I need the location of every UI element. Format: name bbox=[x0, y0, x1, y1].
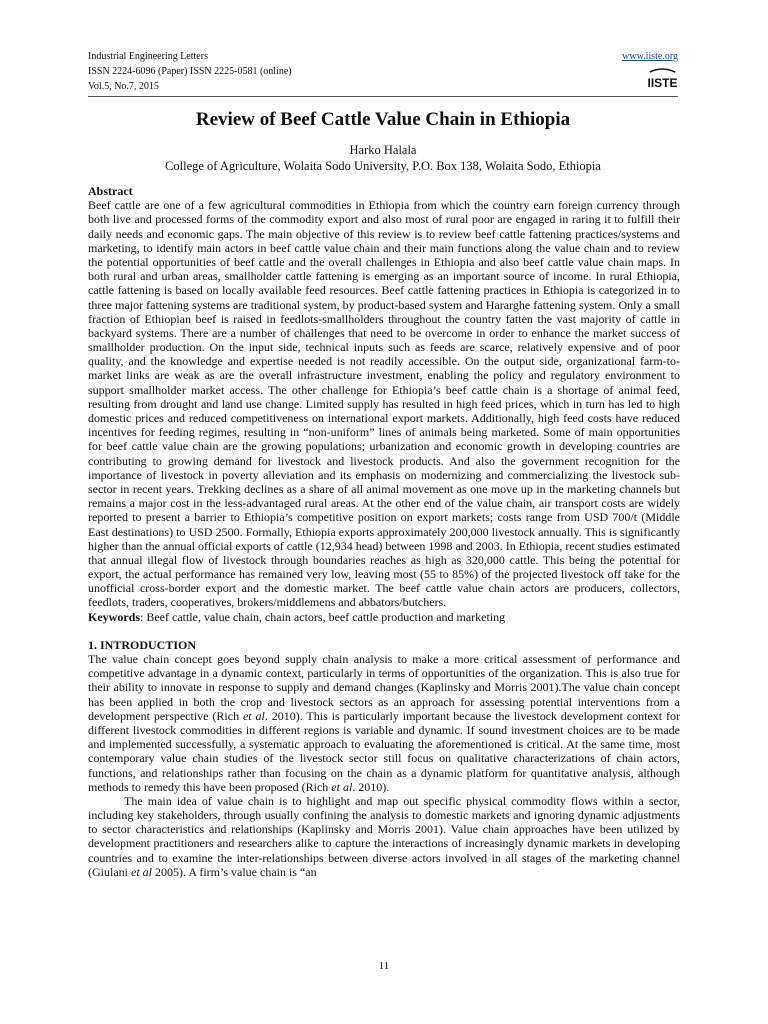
journal-links bbox=[568, 49, 678, 64]
journal-name: Industrial Engineering Letters bbox=[88, 51, 208, 62]
intro-p1-part-a: The value chain concept goes beyond supply chain analysis to make a more critical assessment of performance and competitive advantage in a dynamic context, particularly in terms of opportunities of the organization. This is also true for their ability to innovate in response to supply and demand changes (Kaplinsky and Morris 2001).The value chain concept has been applied in both the crop and livestock sectors as an approach for assessing potential interventions from a development perspective (Rich bbox=[88, 652, 680, 723]
abstract-heading: Abstract bbox=[88, 184, 133, 198]
header-divider bbox=[88, 96, 678, 97]
intro-p1-part-c: . 2010). bbox=[352, 779, 390, 794]
journal-header bbox=[88, 49, 678, 95]
section-gap bbox=[88, 624, 680, 638]
intro-p1-part-b: . 2010). This is particularly important because the livestock development context for different livestock commodities in different regions is variable and dynamic. If sound investment choices are to be made and implemented successfully, a systematic approach to evaluating the aforementioned is critical. At the same time, most contemporary value chain studies of the livestock sector still focus on qualitative characterizations of chain actors, functions, and relationships rather than focusing on the chain as a dynamic platform for quantitative analysis, although methods to remedy this have been proposed (Rich bbox=[88, 708, 681, 794]
introduction-paragraph-1 bbox=[88, 652, 680, 794]
introduction-heading: 1. INTRODUCTION bbox=[88, 637, 197, 652]
iiste-logo-icon bbox=[647, 68, 678, 90]
keywords-line bbox=[88, 610, 680, 624]
intro-p2-part-b: 2005). A firm’s value chain is “an bbox=[152, 864, 317, 879]
svg-text:IISTE: IISTE bbox=[647, 76, 678, 90]
intro-p2-etal: et al bbox=[131, 864, 152, 879]
abstract-text: Beef cattle are one of a few agricultural commodities in Ethiopia from which the country earn foreign currency through both live and processed forms of the commodity export and also most of rural poor are engaged in raring it to fulfill their daily needs and economic gaps. The main objective of this review is to review beef cattle fattening practices/systems and marketing, to identify main actors in beef cattle value chain and their main functions along the value chain and to review the potential opportunities of beef cattle and the overall challenges in Ethiopia and also beef cattle value chain maps. In both rural and urban areas, smallholder cattle fattening is emerging as an important source of income. In rural Ethiopia, cattle fattening is based on locally available feed resources. Beef cattle fattening practices in Ethiopia is categorized in to three major fattening systems are traditional system, by product-based system and Hararghe fattening system. Only a small fraction of Ethiopian beef is raised in feedlots-smallholders throughout the country fatten the vast majority of cattle in backyard systems. There are a number of challenges that need to be overcome in order to enhance the market success of smallholder production. On the input side, technical inputs such as feeds are scarce, relatively expensive and of poor quality, and the knowledge and expertise needed is not readily accessible. On the output side, organizational farm-to-market links are weak as are the overall infrastructure investment, enabling the policy and regulatory environment to support smallholder market access. The other challenge for Ethiopia’s beef cattle chain is a shortage of animal feed, resulting from drought and land use change. Limited supply has resulted in high feed prices, which in turn has led to high domestic prices and reduced competitiveness on international export markets. Additionally, high feed costs have reduced incentives for feeding regimes, resulting in “non-uniform” lines of animals being marketed. Some of main opportunities for beef cattle value chain are the growing populations; urbanization and economic growth in developing countries are contributing to growing demand for livestock and livestock products. And also the government recognition for the importance of livestock in poverty alleviation and its emphasis on modernizing and commercializing the livestock sub-sector in recent years. Trekking declines as a share of all animal movement as one move up in the marketing channels but remains a major cost in the less-advantaged rural areas. At the other end of the value chain, air transport costs are widely reported to present a barrier to Ethiopia’s competitive position on export markets; costs range from USD 700/t (Middle East destinations) to USD 2500. Formally, Ethiopia exports approximately 200,000 livestock annually. This is significantly higher than the annual official exports of cattle (12,934 head) between 1998 and 2003. In Ethiopia, recent studies estimated that annual illegal flow of livestock through boundaries reaches as high as 320,000 cattle. This being the potential for export, the actual performance has remained very low, leaving most (55 to 85%) of the projected livestock off take for the unofficial cross-border export and the domestic market. The beef cattle value chain actors are producers, collectors, feedlots, traders, cooperatives, brokers/middlemens and abbators/butchers. bbox=[88, 198, 680, 610]
keywords-label: Keywords bbox=[88, 609, 140, 624]
paper-body bbox=[88, 184, 680, 879]
journal-url-link[interactable]: www.iiste.org bbox=[622, 51, 678, 62]
journal-info bbox=[88, 49, 292, 94]
introduction-paragraph-2 bbox=[88, 794, 680, 879]
author-name: Harko Halala bbox=[349, 143, 417, 157]
intro-p1-etal-2: et al bbox=[331, 779, 353, 794]
page-number: 11 bbox=[378, 960, 390, 972]
journal-volume: Vol.5, No.7, 2015 bbox=[88, 81, 159, 92]
journal-issn: ISSN 2224-6096 (Paper) ISSN 2225-0581 (online) bbox=[88, 66, 292, 77]
intro-p2-part-a: The main idea of value chain is to highlight and map out specific physical commodity flows within a sector, including key stakeholders, through usually confining the analysis to domestic markets and ignoring dynamic adjustments to sector characteristics and relationships (Kaplinsky and Morris 2001). Value chain approaches have been utilized by development practitioners and researchers alike to capture the interactions of increasingly dynamic markets in developing countries and to examine the inter-relationships between diverse actors involved in all stages of the marketing channel (Giulani bbox=[88, 793, 680, 879]
keywords-list: : Beef cattle, value chain, chain actors, beef cattle production and marketing bbox=[140, 609, 506, 624]
paper-title: Review of Beef Cattle Value Chain in Ethiopia bbox=[195, 109, 571, 130]
intro-p1-etal-1: et al bbox=[242, 708, 265, 723]
author-affiliation: College of Agriculture, Wolaita Sodo University, P.O. Box 138, Wolaita Sodo, Ethiopia bbox=[165, 159, 601, 173]
